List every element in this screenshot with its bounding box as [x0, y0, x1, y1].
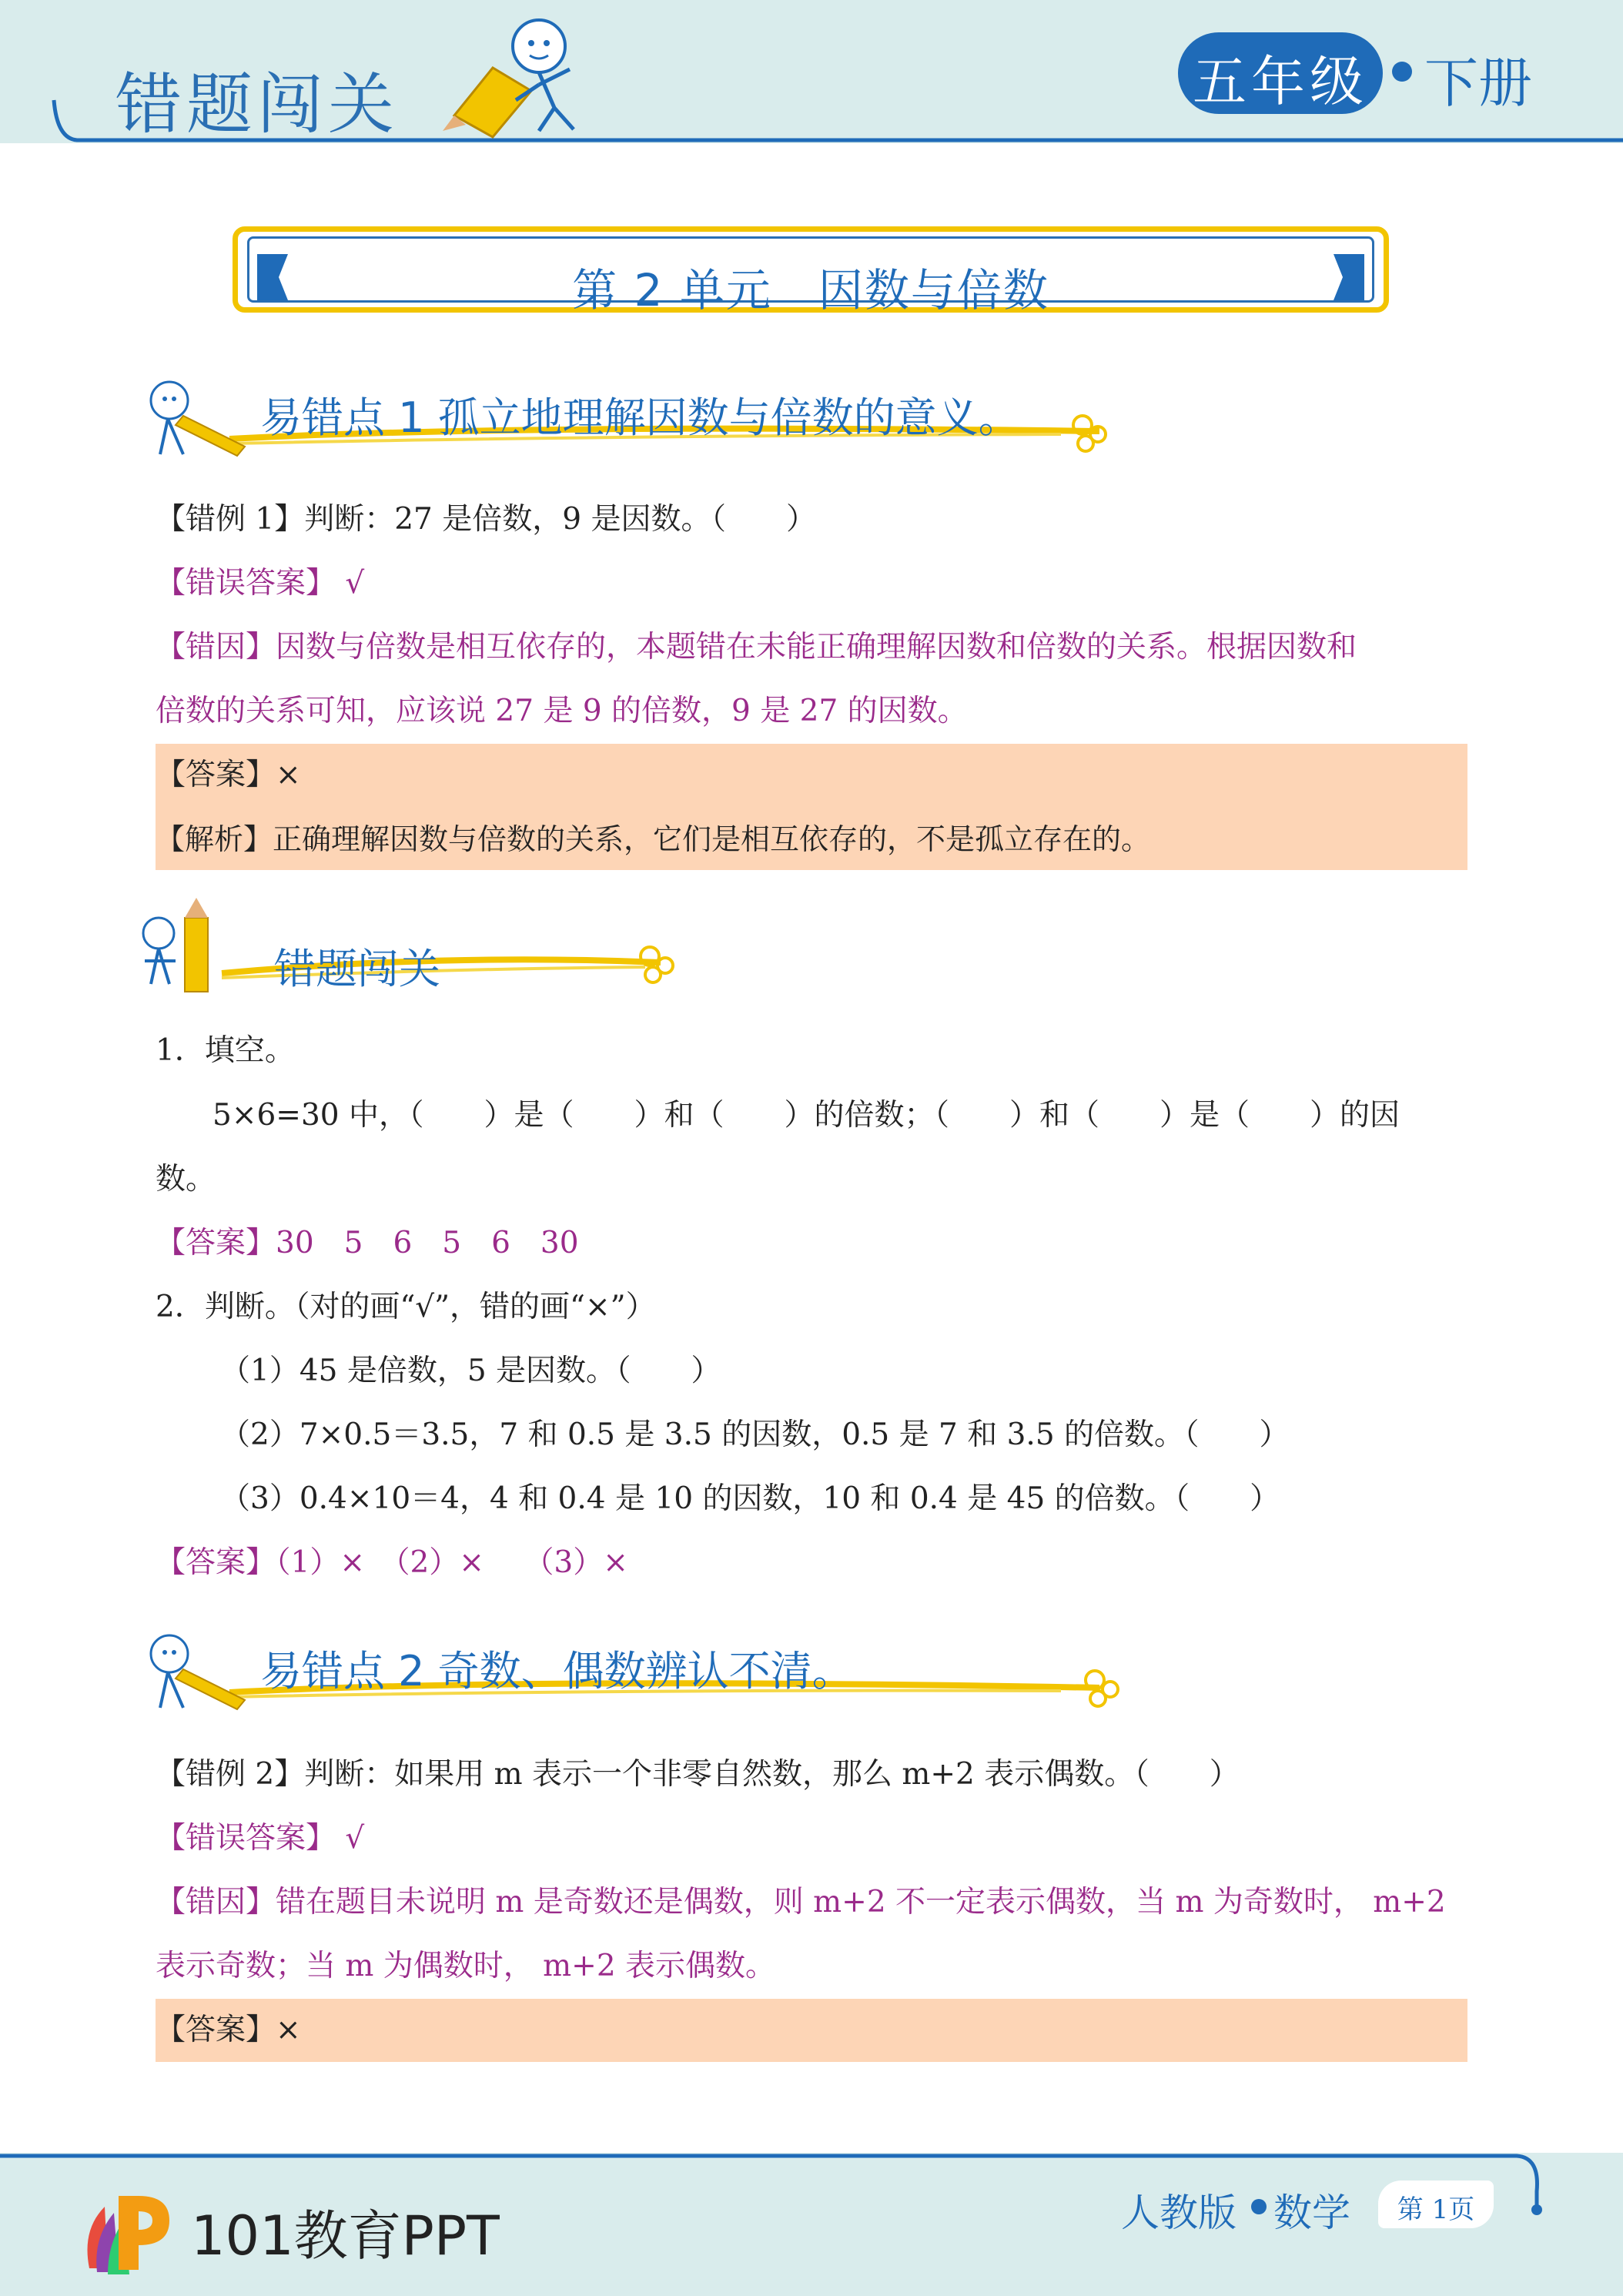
- page-number: 第 1页: [1397, 2194, 1475, 2225]
- example1-line: [156, 500, 816, 539]
- answer-box-2: [156, 1999, 1467, 2062]
- volume-label: 下册: [1424, 52, 1532, 115]
- brand-logo-icon: [74, 2184, 174, 2284]
- unit-banner-frame: [247, 236, 1374, 316]
- analysis1: 【解析】正确理解因数与倍数的关系，它们是相互依存的，不是孤立存在的。: [156, 822, 1151, 856]
- grade-label: 五年级: [1193, 50, 1368, 113]
- bullet-dot-icon: [1392, 62, 1412, 82]
- edition-label: 人教版: [1121, 2191, 1236, 2235]
- q2-title: 2．判断。（对的画“√”，错的画“×”）: [156, 1290, 656, 1324]
- cause1-line1: 【错因】因数与倍数是相互依存的，本题错在未能正确理解因数和倍数的关系。根据因数和: [156, 630, 1357, 664]
- header-title: 错题闯关: [115, 66, 399, 143]
- example1-text: 【错例 1】判断：27 是倍数，9 是因数。（ ）: [156, 502, 816, 537]
- point1-title: 易错点 1 孤立地理解因数与倍数的意义。: [260, 393, 1020, 442]
- subject-label: 数学: [1273, 2191, 1350, 2235]
- example2: 【错例 2】判断：如果用 m 表示一个非零自然数，那么 m+2 表示偶数。（ ）: [156, 1757, 1240, 1792]
- pencil-mascot-icon: [443, 20, 574, 137]
- answer2: 【答案】×: [156, 2013, 301, 2047]
- answer1: 【答案】×: [156, 758, 301, 792]
- unit-title: 第 2 单元 因数与倍数: [572, 264, 1049, 316]
- section-header-point1: [137, 370, 1138, 470]
- q2-item2: （2）7×0.5＝3.5，7 和 0.5 是 3.5 的因数，0.5 是 7 和 3.5 的倍数。（ ）: [220, 1417, 1290, 1452]
- wrong-answer1: 【错误答案】 √: [156, 566, 365, 601]
- brand-name: 101教育PPT: [191, 2204, 500, 2268]
- header-band: [0, 0, 1623, 143]
- q2-item1: （1）45 是倍数，5 是因数。（ ）: [220, 1354, 721, 1388]
- practice-title: 错题闯关: [274, 945, 440, 993]
- bullet-dot-icon: [1251, 2199, 1267, 2214]
- cause2-line2: 表示奇数；当 m 为偶数时， m+2 表示偶数。: [156, 1949, 776, 1983]
- q1-line1: 5×6=30 中，（ ）是（ ）和（ ）的倍数；（ ）和（ ）是（ ）的因: [212, 1098, 1400, 1133]
- section-header-point2: [137, 1623, 1138, 1723]
- unit-banner: [233, 226, 1389, 316]
- q2-item3: （3）0.4×10＝4，4 和 0.4 是 10 的因数，10 和 0.4 是 45 的倍数。（ ）: [220, 1481, 1280, 1516]
- cause2-line1: 【错因】错在题目未说明 m 是奇数还是偶数，则 m+2 不一定表示偶数，当 m 为奇数时， m+2: [156, 1885, 1446, 1919]
- q1-answer: 【答案】30 5 6 5 6 30: [156, 1226, 579, 1260]
- cause1-line2: 倍数的关系可知，应该说 27 是 9 的倍数，9 是 27 的因数。: [156, 694, 968, 728]
- wrong-answer2: 【错误答案】 √: [156, 1821, 365, 1856]
- q1-line2: 数。: [156, 1162, 216, 1197]
- q2-answer: 【答案】（1）× （2）× （3）×: [156, 1545, 628, 1580]
- q1-title: 1．填空。: [156, 1033, 295, 1068]
- point2-title: 易错点 2 奇数、偶数辨认不清。: [260, 1647, 854, 1695]
- section-header-practice: [137, 892, 691, 992]
